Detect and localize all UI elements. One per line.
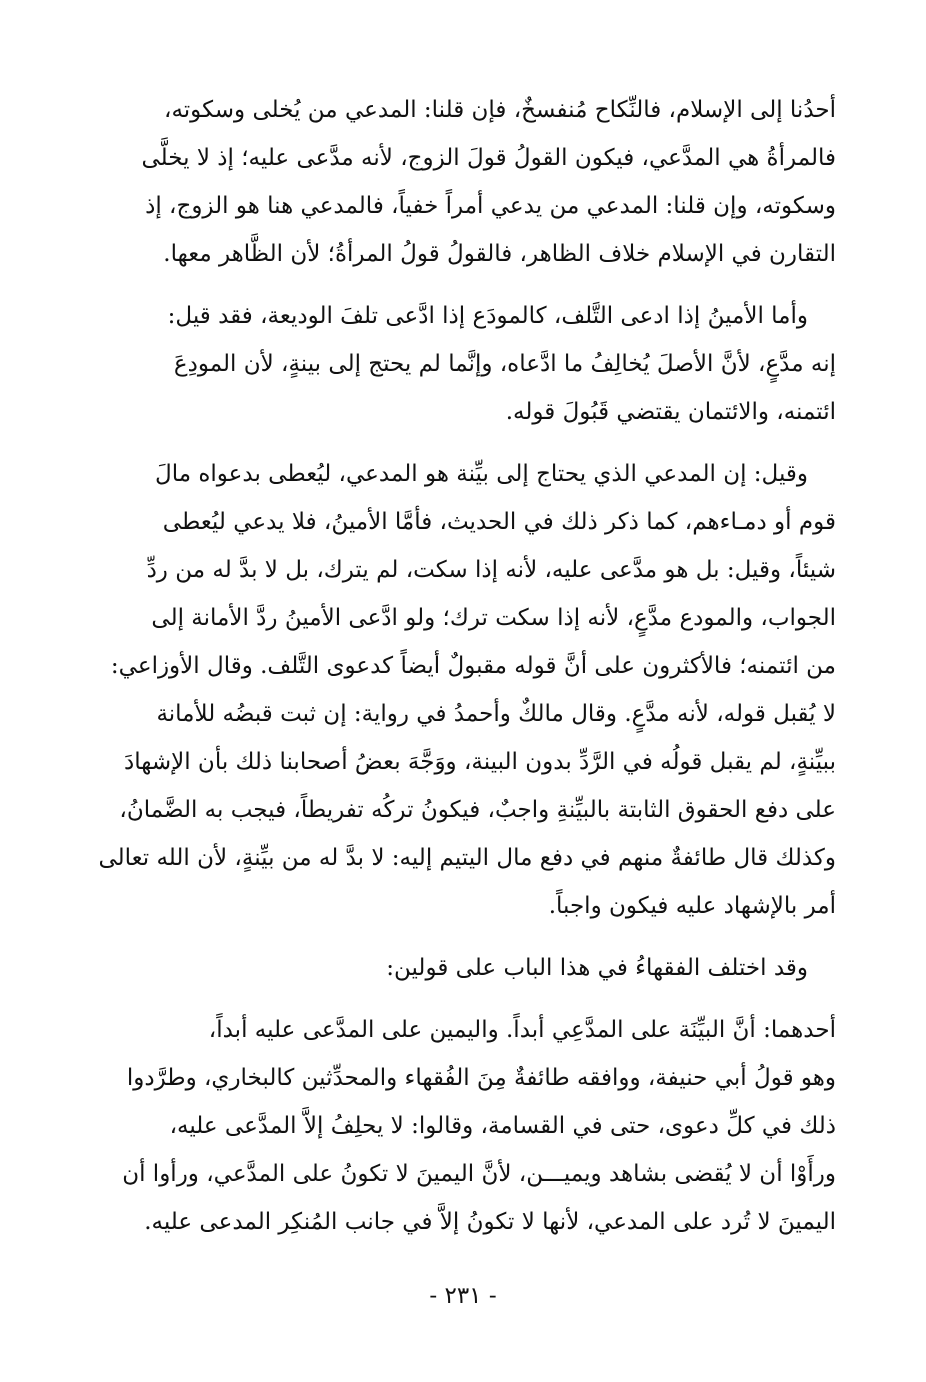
paragraph-gap [90,930,836,944]
paragraph-3 [90,450,836,930]
page-number: - ٢٣١ - [429,1283,497,1309]
paragraph-5 [90,1006,836,1246]
text-line: وقد اختلف الفقهاءُ في هذا الباب على قولين: [386,955,808,981]
text-line: التقارن في الإسلام خلاف الظاهر، فالقولُ قولُ المرأةُ؛ لأن الظَّاهر معها. [163,241,836,267]
paragraph-4 [90,944,836,992]
paragraph-gap [90,436,836,450]
text-line: الجواب، والمودع مدَّعٍ، لأنه إذا سكت ترك؛ ولو ادَّعى الأمينُ ردَّ الأمانة إلى [151,605,836,631]
text-line: ورأَوْا أن لا يُقضى بشاهد ويميـــن، لأنَّ اليمينَ لا تكونُ على المدَّعي، ورأوا أن [122,1161,836,1187]
text-line: وسكوته، وإن قلنا: المدعي من يدعي أمراً خفياً، فالمدعي هنا هو الزوج، إذ [145,193,836,219]
paragraph-1 [90,86,836,278]
text-line: قوم أو دمـاءهم، كما ذكر ذلك في الحديث، فأمَّا الأمينُ، فلا يدعي ليُعطى [162,509,836,535]
text-line: أمر بالإشهاد عليه فيكون واجباً. [548,893,836,919]
text-line: أحدهما: أنَّ البيِّنَة على المدَّعِي أبداً. واليمين على المدَّعى عليه أبداً، [208,1017,836,1043]
paragraph-gap [90,278,836,292]
text-line: شيئاً، وقيل: بل هو مدَّعى عليه، لأنه إذا سكت، لم يترك، بل لا بدَّ له من ردِّ [146,557,836,583]
text-line: أحدُنا إلى الإسلام، فالنِّكاح مُنفسخٌ، فإن قلنا: المدعي من يُخلى وسكوته، [164,97,836,123]
page-body [90,86,836,1246]
paragraph-gap [90,992,836,1006]
text-line: على دفع الحقوق الثابتة بالبيِّنةِ واجبٌ، فيكونُ تركُه تفريطاً، فيجب به الضَّمانُ، [119,797,836,823]
text-line: وكذلك قال طائفةٌ منهم في دفع مال اليتيم إليه: لا بدَّ له من بيِّنةٍ، لأن الله تعالى [98,845,836,871]
text-line: وأما الأمينُ إذا ادعى التَّلف، كالمودَع إذا ادَّعى تلفَ الوديعة، فقد قيل: [167,303,808,329]
text-line: من ائتمنه؛ فالأكثرون على أنَّ قوله مقبولٌ أيضاً كدعوى التَّلف. وقال الأوزاعي: [110,653,836,679]
text-line: لا يُقبل قوله، لأنه مدَّعٍ. وقال مالكٌ وأحمدُ في رواية: إن ثبت قبضُه للأمانة [156,701,836,727]
text-line: ذلك في كلِّ دعوى، حتى في القسامة، وقالوا: لا يحلِفُ إلاَّ المدَّعى عليه، [169,1113,836,1139]
text-line: ائتمنه، والائتمان يقتضي قَبُولَ قوله. [505,399,836,425]
text-line: إنه مدَّعٍ، لأنَّ الأصلَ يُخالِفُ ما ادَّعاه، وإنَّما لم يحتج إلى بينةٍ، لأن المودِعَ [173,351,836,377]
paragraph-2 [90,292,836,436]
text-line: ببيِّنةٍ، لم يقبل قولُه في الرَّدِّ بدون البينة، ووَجَّهَ بعضُ أصحابنا ذلك بأن الإشهادَ [123,749,836,775]
text-line: وهو قولُ أبي حنيفة، ووافقه طائفةٌ مِنَ الفُقهاء والمحدِّثين كالبخاري، وطرَّدوا [126,1065,836,1091]
text-line: وقيل: إن المدعي الذي يحتاج إلى بيِّنة هو المدعي، ليُعطى بدعواه مالَ [154,461,808,487]
text-line: اليمينَ لا تُرد على المدعي، لأنها لا تكونُ إلاَّ في جانب المُنكِر المدعى عليه. [144,1209,836,1235]
text-line: فالمرأةُ هي المدَّعي، فيكون القولُ قولَ الزوج، لأنه مدَّعى عليه؛ إذ لا يخلَّى [141,145,836,171]
